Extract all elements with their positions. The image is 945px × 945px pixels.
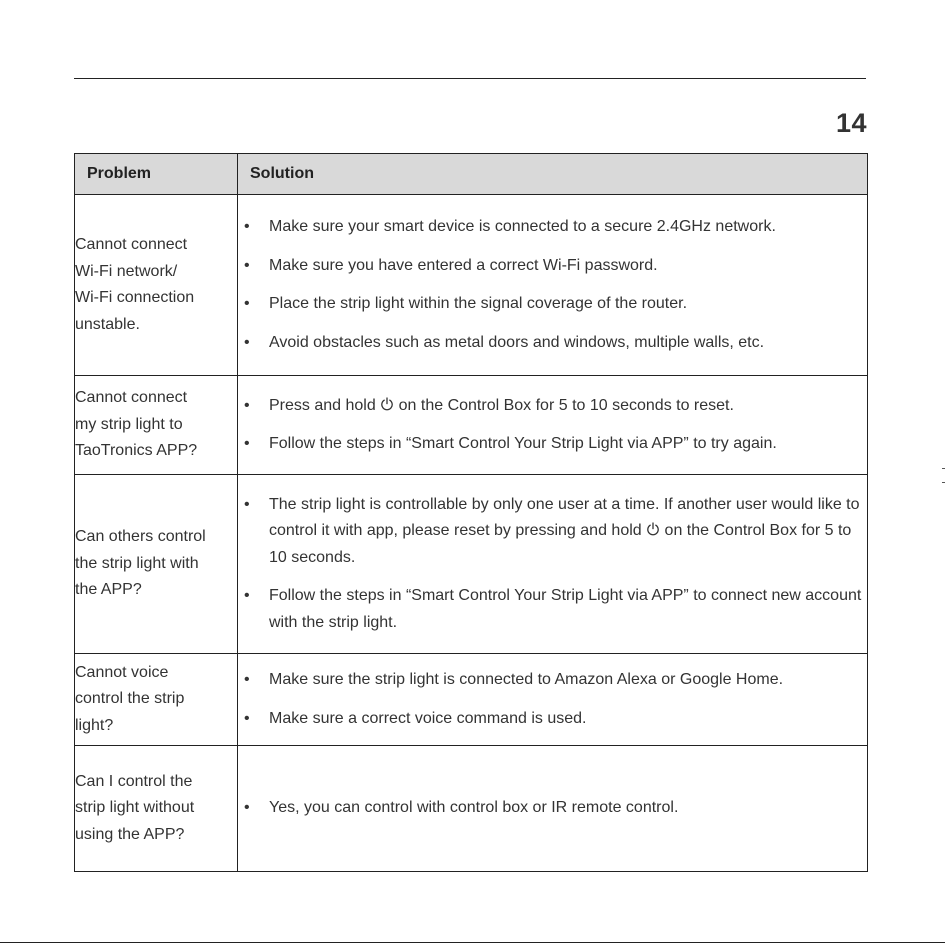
- problem-line: TaoTronics APP?: [75, 442, 198, 460]
- solution-cell: [238, 195, 868, 376]
- bullet-dot-icon: •: [244, 218, 250, 235]
- problem-cell: [75, 746, 238, 872]
- problem-line: Cannot connect: [75, 236, 188, 253]
- solution-cell: [238, 746, 868, 872]
- solution-text-before-icon: The strip light is controllable by only one user at a time. If another user would like to control it with app, please reset by pressing and hold: [269, 495, 860, 540]
- solution-text: Follow the steps in “Smart Control Your Strip Light via APP” to try again.: [269, 435, 777, 452]
- solution-item: [238, 492, 867, 572]
- solution-item: [238, 291, 867, 318]
- bullet-dot-icon: •: [244, 587, 250, 605]
- solution-text: Avoid obstacles such as metal doors and windows, multiple walls, etc.: [269, 333, 765, 351]
- table-row: [75, 654, 868, 746]
- problem-line: Can I control the: [75, 772, 193, 790]
- bullet-dot-icon: •: [244, 396, 250, 414]
- problem-line: Can others control: [75, 528, 206, 546]
- solution-cell: [238, 475, 868, 654]
- solution-text: Place the strip light within the signal coverage of the router.: [269, 295, 688, 312]
- problem-line: my strip light to: [75, 415, 183, 433]
- solution-text-after-icon: on the Control Box for 5 to 10 seconds to reset.: [394, 396, 734, 414]
- problem-line: strip light without: [75, 799, 195, 817]
- solution-cell: [238, 654, 868, 746]
- solution-cell: [238, 376, 868, 475]
- bullet-dot-icon: •: [244, 435, 250, 452]
- table-row: [75, 376, 868, 475]
- solution-text: Make sure the strip light is connected to Amazon Alexa or Google Home.: [269, 671, 784, 688]
- solution-list: [238, 214, 867, 356]
- problem-cell: [75, 376, 238, 475]
- solution-text: Make sure a correct voice command is used.: [269, 709, 587, 727]
- problem-line: light?: [75, 716, 114, 734]
- table-header-row: [75, 154, 868, 195]
- bullet-dot-icon: •: [244, 799, 250, 817]
- table-row: [75, 195, 868, 376]
- solution-list: [238, 492, 867, 637]
- top-rule: [74, 78, 866, 79]
- solution-text: Make sure your smart device is connected to a secure 2.4GHz network.: [269, 218, 776, 235]
- bullet-dot-icon: •: [244, 495, 250, 513]
- solution-text: Yes, you can control with control box or IR remote control.: [269, 799, 679, 817]
- bullet-dot-icon: •: [244, 709, 250, 727]
- problem-cell: [75, 475, 238, 654]
- problem-column-header: Problem: [75, 154, 238, 195]
- solution-list: [238, 667, 867, 732]
- solution-item: [238, 667, 867, 694]
- problem-line: unstable.: [75, 315, 140, 333]
- solution-list: [238, 795, 867, 822]
- problem-line: control the strip: [75, 690, 185, 708]
- power-icon: [646, 522, 660, 536]
- troubleshooting-table: [74, 153, 868, 872]
- problem-line: using the APP?: [75, 825, 185, 843]
- solution-item: [238, 393, 867, 420]
- solution-column-header: Solution: [238, 154, 868, 195]
- solution-list: [238, 393, 867, 458]
- problem-line: Cannot connect: [75, 389, 188, 407]
- solution-item: [238, 431, 867, 458]
- bottom-rule: [0, 942, 945, 943]
- table-row: [75, 746, 868, 872]
- page-number: 14: [835, 108, 867, 138]
- solution-item: [238, 253, 867, 280]
- solution-text: Make sure you have entered a correct Wi-Fi password.: [269, 256, 658, 274]
- table-row: [75, 475, 868, 654]
- solution-item: [238, 583, 867, 636]
- power-icon: [380, 397, 394, 411]
- problem-line: the strip light with: [75, 554, 199, 572]
- solution-text: Follow the steps in “Smart Control Your Strip Light via APP” to connect new account with the strip light.: [269, 587, 862, 631]
- solution-text-before-icon: Press and hold: [269, 396, 381, 414]
- problem-line: Wi-Fi network/: [75, 262, 178, 280]
- bullet-dot-icon: •: [244, 333, 250, 351]
- solution-item: [238, 706, 867, 733]
- problem-line: Cannot voice: [75, 663, 169, 681]
- bullet-dot-icon: •: [244, 295, 250, 312]
- problem-line: the APP?: [75, 581, 142, 599]
- bullet-dot-icon: •: [244, 256, 250, 274]
- problem-cell: [75, 195, 238, 376]
- bullet-dot-icon: •: [244, 671, 250, 688]
- solution-item: [238, 330, 867, 357]
- problem-line: Wi-Fi connection: [75, 289, 195, 306]
- solution-text-after-icon: on the Control Box for 5 to 10 seconds.: [269, 522, 852, 566]
- solution-item: [238, 795, 867, 822]
- solution-item: [238, 214, 867, 241]
- problem-cell: [75, 654, 238, 746]
